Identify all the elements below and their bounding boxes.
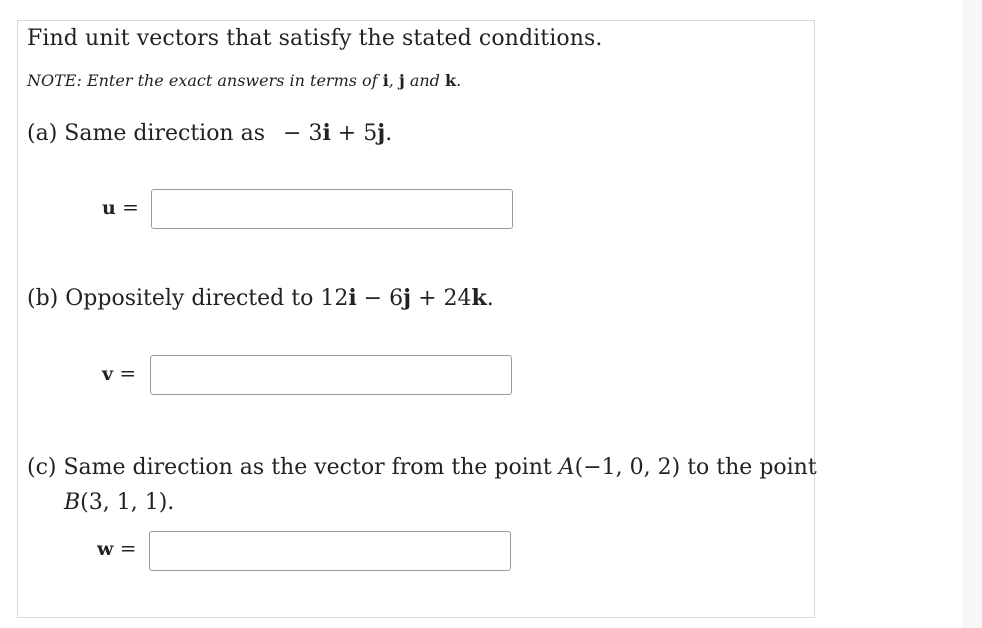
part-a-question: [27, 120, 392, 146]
part-c-suffix: to the point: [680, 455, 817, 480]
part-a-minus3: − 3: [283, 121, 323, 146]
w-equals: =: [113, 536, 137, 560]
note-vec-i: i: [382, 71, 389, 90]
part-b-plus24: + 24: [411, 286, 472, 311]
note-end: .: [456, 71, 462, 90]
part-c-prefix: (c) Same direction as the vector from the point: [27, 455, 559, 480]
part-a-j: j: [377, 120, 386, 146]
part-a-prefix: (a) Same direction as: [27, 121, 266, 146]
u-label: [102, 195, 139, 219]
note-vec-k: k: [445, 71, 457, 90]
w-symbol: w: [97, 538, 114, 560]
part-b-prefix: (b) Oppositely directed to 12: [27, 286, 349, 311]
v-equals: =: [113, 361, 137, 385]
u-answer-input[interactable]: [151, 189, 513, 229]
u-symbol: u: [102, 197, 116, 219]
w-answer-input[interactable]: [149, 531, 511, 571]
v-answer-input[interactable]: [150, 355, 512, 395]
note-text: [27, 71, 461, 90]
part-b-k: k: [471, 285, 487, 311]
part-a-end: .: [385, 121, 393, 146]
part-c-coords-b: (3, 1, 1).: [80, 490, 175, 515]
v-symbol: v: [102, 363, 114, 385]
instruction-text: Find unit vectors that satisfy the stated conditions.: [27, 26, 603, 51]
part-b-minus6: − 6: [356, 286, 404, 311]
part-a-i: i: [322, 120, 331, 146]
part-c-point-b: B: [64, 490, 81, 515]
part-c-question-line2: [64, 490, 174, 515]
part-b-question: [27, 285, 494, 311]
part-b-i: i: [348, 285, 357, 311]
note-sep: ,: [388, 71, 399, 90]
right-scroll-gutter: [962, 0, 982, 628]
part-c-point-a: A: [558, 455, 575, 480]
part-b-end: .: [486, 286, 494, 311]
note-and: and: [404, 71, 445, 90]
part-c-question-line1: [27, 455, 817, 480]
u-equals: =: [115, 195, 139, 219]
note-vec-j: j: [398, 71, 405, 90]
part-a-plus5: + 5: [330, 121, 378, 146]
question-card: [17, 20, 815, 618]
w-label: [97, 536, 136, 560]
part-b-j: j: [403, 285, 412, 311]
part-c-coords-a: (−1, 0, 2): [574, 455, 681, 480]
note-prefix: NOTE: Enter the exact answers in terms of: [27, 71, 383, 90]
v-label: [102, 361, 136, 385]
